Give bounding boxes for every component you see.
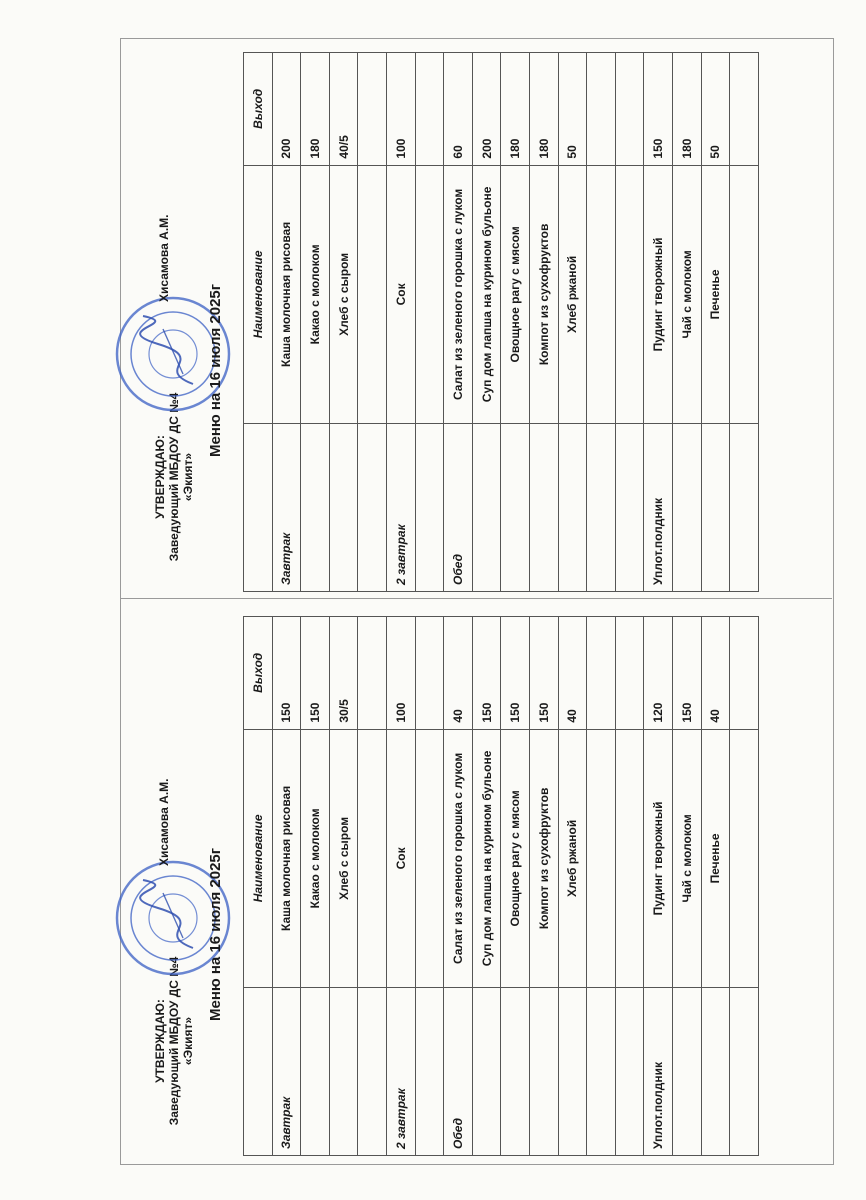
output-cell: 40/5 (329, 53, 358, 166)
dish-name-cell: Овощное рагу с мясом (501, 165, 530, 424)
output-cell: 50 (558, 53, 587, 166)
meal-cell (730, 424, 759, 592)
dish-name-cell (615, 729, 644, 988)
meal-cell: 2 завтрак (386, 988, 415, 1156)
output-cell (615, 617, 644, 730)
page-divider (120, 598, 832, 599)
dish-name-cell: Пудинг творожный (644, 729, 673, 988)
dish-name-cell (587, 165, 616, 424)
dish-name-cell (587, 729, 616, 988)
output-cell (358, 53, 387, 166)
meal-cell: Завтрак (272, 988, 301, 1156)
approve-label: УТВЕРЖДАЮ: (153, 999, 167, 1083)
dish-name-cell: Чай с молоком (672, 165, 701, 424)
output-cell: 200 (272, 53, 301, 166)
institution-name: «Экият» (181, 452, 195, 502)
table-row (615, 53, 644, 592)
approval-header (141, 616, 251, 1156)
output-cell: 100 (386, 617, 415, 730)
dish-name-cell: Каша молочная рисовая (272, 165, 301, 424)
menu-title: Меню на 16 июля 2025г (207, 847, 224, 1021)
menu-sheet-lower (135, 616, 815, 1156)
table-row (358, 617, 387, 1156)
dish-name-cell: Пудинг творожный (644, 165, 673, 424)
output-cell: 50 (701, 53, 730, 166)
table-row (644, 53, 673, 592)
meal-cell (529, 424, 558, 592)
header-meal (244, 424, 273, 592)
table-row (386, 617, 415, 1156)
output-cell (358, 617, 387, 730)
meal-cell (301, 424, 330, 592)
dish-name-cell: Сок (386, 729, 415, 988)
table-row (386, 53, 415, 592)
dish-name-cell (358, 729, 387, 988)
dish-name-cell: Суп дом лапша на курином бульоне (472, 165, 501, 424)
output-cell: 150 (301, 617, 330, 730)
table-row (415, 53, 444, 592)
table-row (701, 53, 730, 592)
meal-cell: 2 завтрак (386, 424, 415, 592)
output-cell (730, 617, 759, 730)
signer-name: Хисамова А.М. (157, 778, 171, 866)
table-row (329, 617, 358, 1156)
output-cell: 40 (558, 617, 587, 730)
output-cell: 150 (644, 53, 673, 166)
signer-name: Хисамова А.М. (157, 214, 171, 302)
dish-name-cell: Какао с молоком (301, 729, 330, 988)
dish-name-cell: Хлеб ржаной (558, 165, 587, 424)
table-row (558, 53, 587, 592)
dish-name-cell (730, 165, 759, 424)
header-output: Выход (244, 53, 273, 166)
menu-title: Меню на 16 июля 2025г (207, 283, 224, 457)
dish-name-cell: Печенье (701, 165, 730, 424)
table-row (615, 617, 644, 1156)
menu-table (243, 616, 759, 1156)
meal-cell (730, 988, 759, 1156)
output-cell: 150 (472, 617, 501, 730)
dish-name-cell: Суп дом лапша на курином бульоне (472, 729, 501, 988)
meal-cell: Уплот.полдник (644, 424, 673, 592)
table-row (358, 53, 387, 592)
meal-cell (672, 988, 701, 1156)
meal-cell (358, 424, 387, 592)
meal-cell (558, 424, 587, 592)
meal-cell (615, 988, 644, 1156)
meal-cell: Уплот.полдник (644, 988, 673, 1156)
output-cell: 180 (529, 53, 558, 166)
table-row (472, 617, 501, 1156)
table-row (444, 617, 473, 1156)
table-header-row (244, 53, 273, 592)
approver-position: Заведующий МБДОУ ДС №4 (167, 392, 181, 562)
table-row (558, 617, 587, 1156)
output-cell (587, 53, 616, 166)
meal-cell (472, 424, 501, 592)
output-cell (730, 53, 759, 166)
meal-cell (701, 424, 730, 592)
header-name: Наименование (244, 729, 273, 988)
dish-name-cell (730, 729, 759, 988)
institution-name: «Экият» (181, 1016, 195, 1066)
meal-cell (587, 988, 616, 1156)
meal-cell (301, 988, 330, 1156)
meal-cell: Обед (444, 988, 473, 1156)
table-row (301, 53, 330, 592)
output-cell: 40 (444, 617, 473, 730)
dish-name-cell (415, 165, 444, 424)
header-output: Выход (244, 617, 273, 730)
table-row (415, 617, 444, 1156)
meal-cell: Завтрак (272, 424, 301, 592)
dish-name-cell: Компот из сухофруктов (529, 165, 558, 424)
output-cell: 120 (644, 617, 673, 730)
meal-cell (415, 424, 444, 592)
table-row (501, 53, 530, 592)
meal-cell (358, 988, 387, 1156)
table-row (644, 617, 673, 1156)
dish-name-cell: Овощное рагу с мясом (501, 729, 530, 988)
dish-name-cell: Каша молочная рисовая (272, 729, 301, 988)
output-cell: 40 (701, 617, 730, 730)
output-cell: 60 (444, 53, 473, 166)
header-name: Наименование (244, 165, 273, 424)
menu-table (243, 52, 759, 592)
output-cell: 150 (272, 617, 301, 730)
table-row (272, 617, 301, 1156)
output-cell (415, 53, 444, 166)
table-row (701, 617, 730, 1156)
output-cell: 150 (529, 617, 558, 730)
table-row (301, 617, 330, 1156)
meal-cell (615, 424, 644, 592)
table-row (472, 53, 501, 592)
table-row (587, 617, 616, 1156)
table-row (730, 53, 759, 592)
table-row (329, 53, 358, 592)
menu-sheet-upper (135, 52, 815, 592)
output-cell: 150 (501, 617, 530, 730)
output-cell: 180 (501, 53, 530, 166)
output-cell: 200 (472, 53, 501, 166)
dish-name-cell (615, 165, 644, 424)
dish-name-cell: Компот из сухофруктов (529, 729, 558, 988)
dish-name-cell: Хлеб с сыром (329, 729, 358, 988)
dish-name-cell: Хлеб с сыром (329, 165, 358, 424)
approval-header (141, 52, 251, 592)
output-cell (615, 53, 644, 166)
approver-position: Заведующий МБДОУ ДС №4 (167, 956, 181, 1126)
output-cell: 180 (301, 53, 330, 166)
table-row (444, 53, 473, 592)
table-header-row (244, 617, 273, 1156)
meal-cell (558, 988, 587, 1156)
table-row (672, 53, 701, 592)
table-row (529, 53, 558, 592)
table-row (672, 617, 701, 1156)
output-cell: 180 (672, 53, 701, 166)
dish-name-cell: Салат из зеленого горошка с луком (444, 729, 473, 988)
meal-cell (701, 988, 730, 1156)
output-cell: 100 (386, 53, 415, 166)
meal-cell (329, 424, 358, 592)
dish-name-cell: Сок (386, 165, 415, 424)
meal-cell (587, 424, 616, 592)
meal-cell (672, 424, 701, 592)
dish-name-cell (415, 729, 444, 988)
table-row (501, 617, 530, 1156)
meal-cell: Обед (444, 424, 473, 592)
dish-name-cell: Печенье (701, 729, 730, 988)
meal-cell (415, 988, 444, 1156)
header-meal (244, 988, 273, 1156)
table-row (529, 617, 558, 1156)
meal-cell (501, 424, 530, 592)
output-cell (415, 617, 444, 730)
meal-cell (529, 988, 558, 1156)
dish-name-cell (358, 165, 387, 424)
dish-name-cell: Чай с молоком (672, 729, 701, 988)
dish-name-cell: Хлеб ржаной (558, 729, 587, 988)
approve-label: УТВЕРЖДАЮ: (153, 435, 167, 519)
output-cell (587, 617, 616, 730)
output-cell: 150 (672, 617, 701, 730)
table-row (272, 53, 301, 592)
meal-cell (501, 988, 530, 1156)
dish-name-cell: Салат из зеленого горошка с луком (444, 165, 473, 424)
meal-cell (472, 988, 501, 1156)
meal-cell (329, 988, 358, 1156)
table-row (587, 53, 616, 592)
output-cell: 30/5 (329, 617, 358, 730)
dish-name-cell: Какао с молоком (301, 165, 330, 424)
table-row (730, 617, 759, 1156)
